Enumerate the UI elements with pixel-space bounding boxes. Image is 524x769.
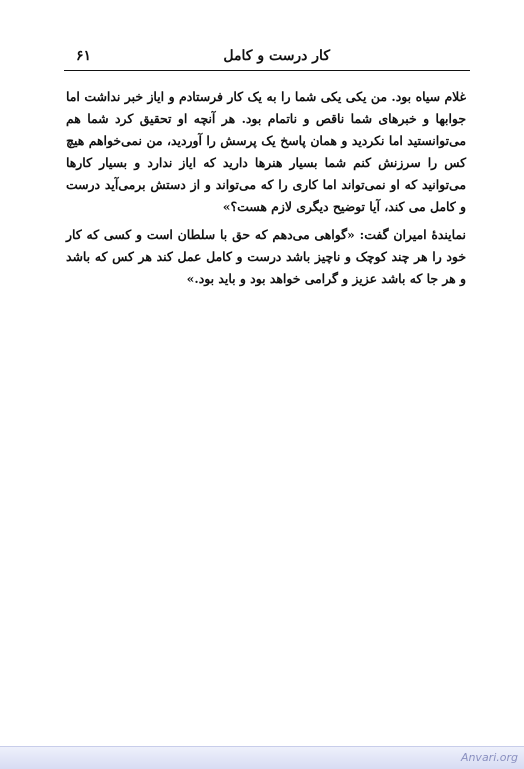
page-number: ۶۱ [76,48,92,64]
paragraph-1: غلام سیاه بود. من یکی یکی شما را به یک کار فرستادم و ایاز خبر نداشت اما جوابها و خبرهای شما ناقص و ناتمام بود. هر آنچه او تحقیق کرد شما هم می‌توانستید اما نکردید و همان پاسخ یک پرسش را آوردید، من نمی‌خواهم هیچ کس را سرزنش کنم شما بسیار هنرها دارید که ایاز ندارد و بسیار کارها می‌توانید که او نمی‌تواند اما کاری را که می‌تواند و از دستش برمی‌آید درست و کامل می کند، آیا توضیح دیگری لازم هست؟» [66,89,466,214]
page-header [64,48,470,68]
speaker-label: نمایندهٔ امیران گفت: [359,227,466,242]
paragraph-2 [66,224,466,290]
running-title: کار درست و کامل [223,48,330,64]
watermark: Anvari.org [460,751,518,764]
header-rule [64,70,470,71]
quote-text: «گواهی می‌دهم که حق با سلطان است و کسی که کار خود را هر چند کوچک و ناچیز باشد درست و کامل عمل کند هر کس که باشد و هر جا که باشد عزیز و گرامی خواهد بود و باید بود.» [66,227,466,286]
footer-bar [0,746,524,769]
body-text [66,86,466,290]
